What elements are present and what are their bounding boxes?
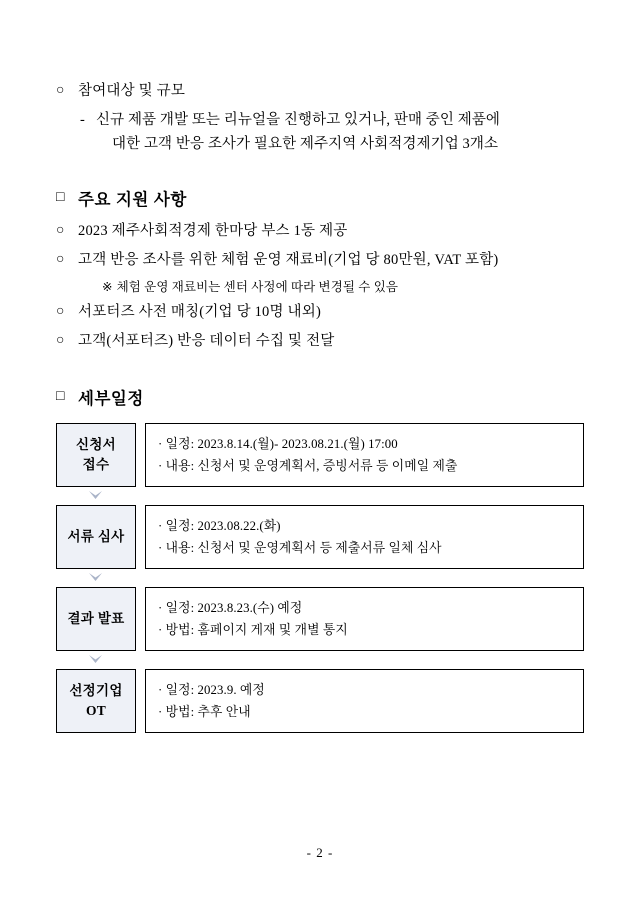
support-item-1-text: 2023 제주사회적경제 한마당 부스 1동 제공 (78, 223, 348, 240)
stage-label-line-2: 접수 (82, 456, 110, 472)
schedule-row (56, 423, 584, 487)
participation-target-detail-text (96, 109, 584, 156)
square-bullet-icon: □ (56, 388, 65, 404)
stage-label-line-1: 결과 발표 (67, 611, 125, 627)
schedule-detail-line: · 일정: 2023.8.23.(수) 예정 (158, 600, 303, 615)
participation-target-bullet (56, 80, 584, 103)
support-item-3-text: 서포터즈 사전 매칭(기업 당 10명 내외) (78, 303, 321, 320)
participation-target-title: 참여대상 및 규모 (78, 83, 186, 99)
schedule-detail-line: · 내용: 신청서 및 운영계획서, 증빙서류 등 이메일 제출 (158, 458, 458, 473)
schedule-row (56, 669, 584, 733)
flow-arrow-down-icon (56, 487, 134, 505)
schedule-detail-line: · 일정: 2023.9. 예정 (158, 682, 265, 697)
stage-label-line-1: 서류 심사 (67, 529, 125, 545)
support-item-3 (56, 301, 584, 324)
schedule-detail-line: · 일정: 2023.8.14.(월)- 2023.08.21.(월) 17:00 (158, 436, 398, 451)
stage-label-line-2: OT (85, 702, 107, 718)
stage-label-line-1: 신청서 (75, 437, 117, 453)
schedule-stage-detail (145, 587, 584, 651)
note-star-icon: ※ (102, 279, 113, 294)
page-content (56, 78, 584, 733)
schedule-flow (56, 423, 584, 733)
participation-target-detail (56, 109, 584, 156)
schedule-detail-line: · 방법: 추후 안내 (158, 704, 251, 719)
detail-line-1: 신규 제품 개발 또는 리뉴얼을 진행하고 있거나, 판매 중인 제품에 (96, 112, 501, 129)
schedule-stage-label (56, 423, 136, 487)
schedule-row (56, 587, 584, 651)
support-item-1 (56, 220, 584, 243)
schedule-detail-line: · 내용: 신청서 및 운영계획서 등 제출서류 일체 심사 (158, 540, 442, 555)
schedule-detail-line: · 방법: 홈페이지 게재 및 개별 통지 (158, 622, 348, 637)
support-item-4-text: 고객(서포터즈) 반응 데이터 수집 및 전달 (78, 332, 335, 349)
stage-label-line-1: 선정기업 (69, 683, 123, 699)
schedule-stage-label (56, 669, 136, 733)
schedule-stage-label (56, 587, 136, 651)
schedule-section-title: 세부일정 (78, 389, 144, 408)
schedule-stage-detail (145, 669, 584, 733)
schedule-detail-line: · 일정: 2023.08.22.(화) (158, 518, 281, 533)
circle-bullet-icon: ○ (56, 332, 65, 348)
square-bullet-icon: □ (56, 190, 65, 206)
circle-bullet-icon: ○ (56, 303, 65, 319)
page-number: - 2 - (306, 845, 334, 860)
dash-bullet-icon: - (80, 112, 85, 129)
schedule-section-heading (56, 385, 584, 409)
support-section-heading (56, 186, 584, 210)
support-item-2-text: 고객 반응 조사를 위한 체험 운영 재료비(기업 당 80만원, VAT 포함) (78, 252, 499, 269)
detail-line-2: 대한 고객 반응 조사가 필요한 제주지역 사회적경제기업 3개소 (112, 135, 499, 152)
circle-bullet-icon: ○ (56, 83, 65, 98)
schedule-stage-detail (145, 423, 584, 487)
support-section-title: 주요 지원 사항 (78, 191, 187, 210)
flow-arrow-down-icon (56, 651, 134, 669)
schedule-row (56, 505, 584, 569)
schedule-stage-detail (145, 505, 584, 569)
support-note (56, 277, 584, 295)
circle-bullet-icon: ○ (56, 223, 65, 239)
support-item-4 (56, 330, 584, 353)
circle-bullet-icon: ○ (56, 252, 65, 268)
schedule-stage-label (56, 505, 136, 569)
flow-arrow-down-icon (56, 569, 134, 587)
support-note-text: 체험 운영 재료비는 센터 사정에 따라 변경될 수 있음 (116, 279, 399, 294)
support-item-2 (56, 249, 584, 272)
